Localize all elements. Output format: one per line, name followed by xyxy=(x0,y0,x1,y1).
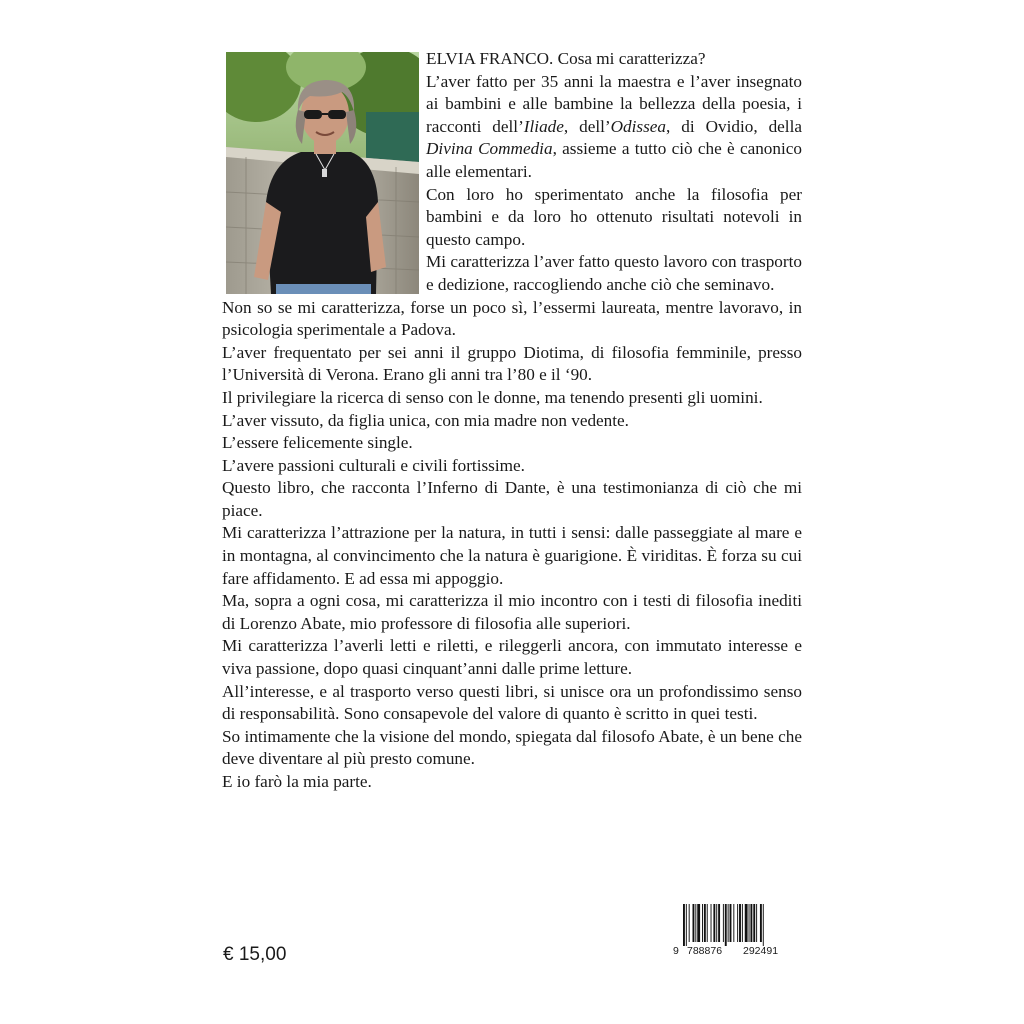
text-run: , assieme a tutto ciò che è canonico alle elementari. xyxy=(426,139,802,181)
bio-paragraph: Ma, sopra a ogni cosa, mi caratterizza il mio incontro con i testi di filosofia inediti di Lorenzo Abate, mio professore di filosofia alle superiori. xyxy=(222,591,802,633)
barcode-bar xyxy=(702,904,703,942)
barcode-bar xyxy=(756,904,757,942)
text-run: ELVIA FRANCO. Cosa mi caratterizza? xyxy=(426,49,706,68)
bio-paragraph: Il privilegiare la ricerca di senso con le donne, ma tenendo presenti gli uomini. xyxy=(222,387,763,407)
barcode-bar xyxy=(742,904,743,942)
barcode-bar xyxy=(707,904,708,942)
barcode-bar xyxy=(725,904,727,946)
bio-paragraph: Non so se mi caratterizza, forse un poco sì, l’essermi laureata, mentre lavoravo, in psicologia sperimentale a Padova. xyxy=(222,297,802,340)
barcode-bar xyxy=(749,904,750,942)
barcode-bar xyxy=(733,904,734,942)
author-bio-text xyxy=(222,48,802,794)
text-run: , dell’ xyxy=(563,116,611,136)
bio-paragraph: So intimamente che la visione del mondo, spiegata dal filosofo Abate, è un bene che deve diventare al più presto comune. xyxy=(222,726,802,769)
barcode-bar xyxy=(697,904,700,942)
barcode-bar xyxy=(739,904,741,942)
barcode-bar xyxy=(728,904,729,942)
text-run: Mi caratterizza l’aver fatto questo lavoro con trasporto e dedizione, raccogliendo anche ciò che seminavo. xyxy=(426,252,802,294)
bio-paragraph: All’interesse, e al trasporto verso questi libri, si unisce ora un profondissimo senso di responsabilità. Sono consapevole del valore di quanto è scritto in quei testi. xyxy=(222,681,802,724)
isbn-left-group: 788876 xyxy=(687,945,723,957)
italic-title: Divina Commedia xyxy=(426,139,553,159)
barcode-bar xyxy=(750,904,752,942)
barcode-bar xyxy=(718,904,720,942)
barcode-bar xyxy=(686,904,687,946)
bio-paragraph: Mi caratterizza l’attrazione per la natura, in tutti i sensi: dalle passeggiate al mare e in montagna, al convincimento che la natura è guarigione. È viriditas. È forza su cui fare affidamento. E ad essa mi appoggio. xyxy=(222,523,802,588)
isbn-right-group: 292491 xyxy=(743,945,779,957)
barcode-bar xyxy=(693,904,695,942)
italic-title: Odissea xyxy=(610,116,667,136)
bio-paragraph: L’aver vissuto, da figlia unica, con mia madre non vedente. xyxy=(222,410,629,430)
bio-paragraphs-beside-photo xyxy=(426,48,802,297)
barcode-bar xyxy=(737,904,738,942)
bio-paragraph: L’essere felicemente single. xyxy=(222,433,413,453)
text-run: L’aver fatto per 35 anni la maestra e l’aver insegnato ai bambini e alle bambine la bellezza della poesia, i racconti dell’ xyxy=(426,71,802,136)
barcode-bars xyxy=(681,904,799,946)
bio-paragraph: Questo libro, che racconta l’Inferno di Dante, è una testimonianza di ciò che mi piace. xyxy=(222,478,802,520)
bio-paragraph: E io farò la mia parte. xyxy=(222,772,372,791)
isbn-prefix-digit: 9 xyxy=(673,945,679,957)
barcode-bar xyxy=(753,904,755,942)
bio-paragraph xyxy=(426,184,802,252)
barcode-bar xyxy=(730,904,732,942)
barcode-bar xyxy=(683,904,685,946)
text-run: Con loro ho sperimentato anche la filosofia per bambini e da loro ho ottenuto risultati notevoli in questo campo. xyxy=(426,184,802,249)
barcode-bar xyxy=(745,904,748,942)
barcode-bar xyxy=(689,904,690,942)
bio-paragraph xyxy=(426,48,802,71)
barcode-bar xyxy=(723,904,724,942)
bio-paragraph: L’aver frequentato per sei anni il gruppo Diotima, di filosofia femminile, presso l’Università di Verona. Erano gli anni tra l’80 e il ‘90. xyxy=(222,342,802,385)
bio-paragraph xyxy=(426,71,802,184)
barcode-bar xyxy=(763,904,764,946)
barcode-bar xyxy=(695,904,696,942)
barcode-bar xyxy=(711,904,712,942)
bio-paragraphs-full-width xyxy=(222,297,802,794)
barcode-bar xyxy=(760,904,762,942)
bio-paragraph: L’avere passioni culturali e civili fortissime. xyxy=(222,455,525,475)
italic-title: Iliade xyxy=(523,116,564,136)
book-price: € 15,00 xyxy=(223,944,287,965)
text-run: , di Ovidio, della xyxy=(666,116,802,136)
bio-paragraph: Mi caratterizza l’averli letti e riletti, e rileggerli ancora, con immutato interesse e viva passione, dopo quasi cinquant’anni dalle prime letture. xyxy=(222,636,802,679)
barcode-bar xyxy=(704,904,706,942)
barcode-bar xyxy=(716,904,717,942)
barcode-bar xyxy=(713,904,715,942)
bio-paragraph xyxy=(426,251,802,296)
